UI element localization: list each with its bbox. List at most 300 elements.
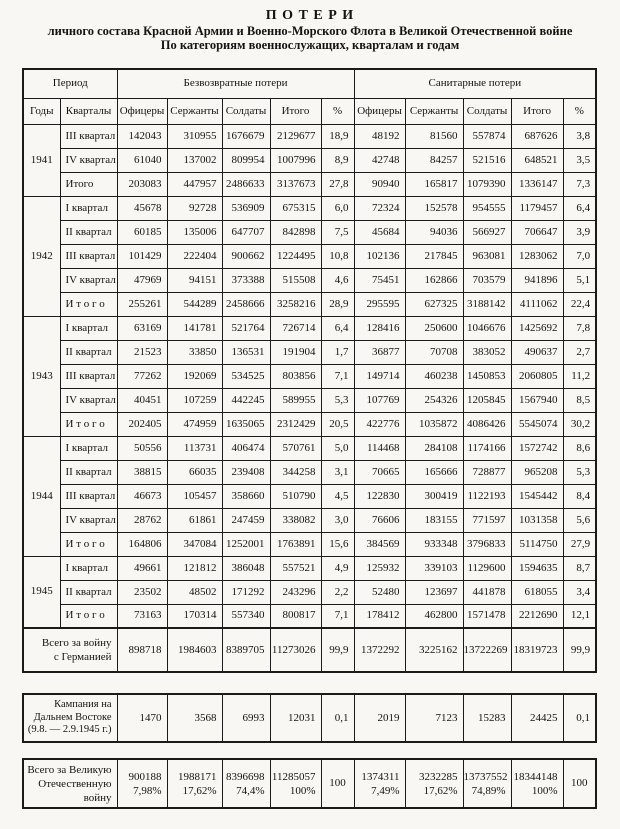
value-cell bbox=[222, 759, 270, 808]
value-cell: 1122193 bbox=[463, 484, 511, 508]
value-line-2: 17,62% bbox=[182, 784, 217, 797]
year-cell: 1942 bbox=[23, 196, 60, 316]
value-cell: 3,9 bbox=[563, 220, 596, 244]
quarter-cell: III квартал bbox=[60, 484, 117, 508]
value-cell bbox=[321, 759, 354, 808]
value-line-1: 8396698 bbox=[226, 770, 265, 783]
value-cell: 447957 bbox=[167, 172, 222, 196]
quarter-cell: I квартал bbox=[60, 196, 117, 220]
value-cell: 6,4 bbox=[321, 316, 354, 340]
quarter-cell: IV квартал bbox=[60, 508, 117, 532]
header-irr-col-3: Солдаты bbox=[222, 98, 270, 124]
main-header-row-2 bbox=[23, 98, 596, 124]
header-irr-col-2: Сержанты bbox=[167, 98, 222, 124]
value-cell: 0,1 bbox=[321, 694, 354, 742]
value-cell: 114468 bbox=[354, 436, 405, 460]
value-line-2: 7,98% bbox=[133, 784, 162, 797]
value-cell: 8,9 bbox=[321, 148, 354, 172]
quarter-cell: II квартал bbox=[60, 340, 117, 364]
table-row bbox=[23, 556, 596, 580]
value-cell: 1567940 bbox=[511, 388, 563, 412]
value-cell: 0,1 bbox=[563, 694, 596, 742]
value-cell: 536909 bbox=[222, 196, 270, 220]
value-cell: 1635065 bbox=[222, 412, 270, 436]
value-cell: 726714 bbox=[270, 316, 321, 340]
value-cell: 12031 bbox=[270, 694, 321, 742]
year-cell: 1941 bbox=[23, 124, 60, 196]
quarter-cell: I квартал bbox=[60, 436, 117, 460]
value-cell: 2,2 bbox=[321, 580, 354, 604]
value-cell: 27,9 bbox=[563, 532, 596, 556]
header-irr-col-1: Офицеры bbox=[117, 98, 167, 124]
value-line-2: 74,89% bbox=[471, 784, 506, 797]
year-cell: 1944 bbox=[23, 436, 60, 556]
value-cell: 300419 bbox=[405, 484, 463, 508]
value-cell: 45678 bbox=[117, 196, 167, 220]
value-cell: 137002 bbox=[167, 148, 222, 172]
quarter-cell: Итого bbox=[60, 172, 117, 196]
header-period: Период bbox=[23, 69, 117, 98]
value-cell: 675315 bbox=[270, 196, 321, 220]
value-cell: 222404 bbox=[167, 244, 222, 268]
value-cell: 534525 bbox=[222, 364, 270, 388]
value-cell: 3,5 bbox=[563, 148, 596, 172]
value-cell: 941896 bbox=[511, 268, 563, 292]
value-cell: 5,0 bbox=[321, 436, 354, 460]
value-cell: 462800 bbox=[405, 604, 463, 628]
value-cell: 22,4 bbox=[563, 292, 596, 316]
value-cell: 1,7 bbox=[321, 340, 354, 364]
value-cell bbox=[463, 759, 511, 808]
far-east-label-line-2: Дальнем Востоке bbox=[33, 711, 112, 723]
table-row bbox=[23, 364, 596, 388]
value-cell: 809954 bbox=[222, 148, 270, 172]
value-cell bbox=[167, 759, 222, 808]
value-cell: 191904 bbox=[270, 340, 321, 364]
value-cell: 570761 bbox=[270, 436, 321, 460]
value-line-2: 7,49% bbox=[371, 784, 400, 797]
quarter-cell: IV квартал bbox=[60, 388, 117, 412]
value-cell: 8389705 bbox=[222, 628, 270, 672]
value-cell: 141781 bbox=[167, 316, 222, 340]
value-cell: 122830 bbox=[354, 484, 405, 508]
value-cell: 386048 bbox=[222, 556, 270, 580]
value-cell: 1129600 bbox=[463, 556, 511, 580]
value-cell: 490637 bbox=[511, 340, 563, 364]
value-cell: 250600 bbox=[405, 316, 463, 340]
value-cell bbox=[405, 759, 463, 808]
value-cell: 75451 bbox=[354, 268, 405, 292]
value-cell: 165817 bbox=[405, 172, 463, 196]
value-cell: 965208 bbox=[511, 460, 563, 484]
value-cell bbox=[354, 759, 405, 808]
value-cell: 800817 bbox=[270, 604, 321, 628]
year-cell: 1943 bbox=[23, 316, 60, 436]
value-cell: 728877 bbox=[463, 460, 511, 484]
quarter-cell: II квартал bbox=[60, 460, 117, 484]
value-cell: 1470 bbox=[117, 694, 167, 742]
quarter-cell: III квартал bbox=[60, 124, 117, 148]
value-cell: 8,4 bbox=[563, 484, 596, 508]
quarter-cell: III квартал bbox=[60, 364, 117, 388]
value-cell: 70708 bbox=[405, 340, 463, 364]
value-cell: 202405 bbox=[117, 412, 167, 436]
value-cell: 36877 bbox=[354, 340, 405, 364]
value-line-1: 1988171 bbox=[178, 770, 217, 783]
value-cell: 1425692 bbox=[511, 316, 563, 340]
value-cell: 803856 bbox=[270, 364, 321, 388]
overall-tbody bbox=[23, 759, 596, 808]
value-cell: 618055 bbox=[511, 580, 563, 604]
value-cell: 358660 bbox=[222, 484, 270, 508]
value-cell: 3,8 bbox=[563, 124, 596, 148]
value-cell: 76606 bbox=[354, 508, 405, 532]
value-cell: 460238 bbox=[405, 364, 463, 388]
value-cell: 706647 bbox=[511, 220, 563, 244]
value-cell: 121812 bbox=[167, 556, 222, 580]
value-cell: 38815 bbox=[117, 460, 167, 484]
value-cell bbox=[563, 759, 596, 808]
quarter-cell: И т о г о bbox=[60, 604, 117, 628]
value-cell: 647707 bbox=[222, 220, 270, 244]
value-cell: 48192 bbox=[354, 124, 405, 148]
grand-total-label bbox=[23, 628, 117, 672]
table-row bbox=[23, 460, 596, 484]
header-san-col-4: Итого bbox=[511, 98, 563, 124]
table-row bbox=[23, 268, 596, 292]
title-block bbox=[0, 8, 620, 52]
value-cell: 6,4 bbox=[563, 196, 596, 220]
year-cell: 1945 bbox=[23, 556, 60, 628]
grand-total-row bbox=[23, 628, 596, 672]
value-cell: 18,9 bbox=[321, 124, 354, 148]
value-cell: 7,3 bbox=[563, 172, 596, 196]
table-row bbox=[23, 388, 596, 412]
value-cell: 284108 bbox=[405, 436, 463, 460]
value-cell: 73163 bbox=[117, 604, 167, 628]
value-cell: 49661 bbox=[117, 556, 167, 580]
quarter-cell: I квартал bbox=[60, 316, 117, 340]
value-cell: 687626 bbox=[511, 124, 563, 148]
value-cell: 84257 bbox=[405, 148, 463, 172]
value-cell: 5,1 bbox=[563, 268, 596, 292]
value-cell: 1571478 bbox=[463, 604, 511, 628]
value-cell: 30,2 bbox=[563, 412, 596, 436]
value-cell: 589955 bbox=[270, 388, 321, 412]
header-irrecoverable-losses: Безвозвратные потери bbox=[117, 69, 354, 98]
value-cell: 2212690 bbox=[511, 604, 563, 628]
overall-war-total-table bbox=[22, 758, 597, 809]
value-cell: 99,9 bbox=[321, 628, 354, 672]
value-cell: 2,7 bbox=[563, 340, 596, 364]
value-cell: 243296 bbox=[270, 580, 321, 604]
value-cell: 4111062 bbox=[511, 292, 563, 316]
header-years: Годы bbox=[23, 98, 60, 124]
far-east-label bbox=[23, 694, 117, 742]
value-cell: 898718 bbox=[117, 628, 167, 672]
value-cell: 113731 bbox=[167, 436, 222, 460]
value-cell: 217845 bbox=[405, 244, 463, 268]
value-cell: 1179457 bbox=[511, 196, 563, 220]
value-line-1: 11285057 bbox=[271, 770, 316, 783]
value-cell: 77262 bbox=[117, 364, 167, 388]
value-cell: 165666 bbox=[405, 460, 463, 484]
value-cell: 135006 bbox=[167, 220, 222, 244]
overall-label-line-2: Отечественную bbox=[38, 777, 112, 790]
value-cell: 81560 bbox=[405, 124, 463, 148]
value-cell: 422776 bbox=[354, 412, 405, 436]
header-irr-col-4: Итого bbox=[270, 98, 321, 124]
value-cell: 50556 bbox=[117, 436, 167, 460]
value-cell: 3258216 bbox=[270, 292, 321, 316]
value-cell: 10,8 bbox=[321, 244, 354, 268]
value-cell: 183155 bbox=[405, 508, 463, 532]
value-cell: 1283062 bbox=[511, 244, 563, 268]
header-san-col-5: % bbox=[563, 98, 596, 124]
value-cell: 101429 bbox=[117, 244, 167, 268]
value-cell: 23502 bbox=[117, 580, 167, 604]
table-row bbox=[23, 292, 596, 316]
value-cell: 7,8 bbox=[563, 316, 596, 340]
value-line-1: 13737552 bbox=[463, 770, 508, 783]
value-cell: 1174166 bbox=[463, 436, 511, 460]
value-cell: 142043 bbox=[117, 124, 167, 148]
value-cell: 344258 bbox=[270, 460, 321, 484]
table-row bbox=[23, 340, 596, 364]
value-cell: 99,9 bbox=[563, 628, 596, 672]
losses-main-table bbox=[22, 68, 597, 673]
table-row bbox=[23, 580, 596, 604]
value-cell: 1031358 bbox=[511, 508, 563, 532]
value-cell: 2312429 bbox=[270, 412, 321, 436]
value-cell: 92728 bbox=[167, 196, 222, 220]
quarter-cell: III квартал bbox=[60, 244, 117, 268]
value-cell: 70665 bbox=[354, 460, 405, 484]
document-title-text: П О Т Е Р И bbox=[265, 8, 355, 23]
value-cell: 136531 bbox=[222, 340, 270, 364]
value-cell: 373388 bbox=[222, 268, 270, 292]
value-cell: 3188142 bbox=[463, 292, 511, 316]
value-cell: 7,1 bbox=[321, 604, 354, 628]
table-row bbox=[23, 244, 596, 268]
value-cell: 42748 bbox=[354, 148, 405, 172]
document-subtitle-2: По категориям военнослужащих, кварталам и годам bbox=[160, 38, 460, 52]
value-cell: 339103 bbox=[405, 556, 463, 580]
header-san-col-1: Офицеры bbox=[354, 98, 405, 124]
value-cell: 963081 bbox=[463, 244, 511, 268]
value-cell: 7,5 bbox=[321, 220, 354, 244]
value-cell: 94151 bbox=[167, 268, 222, 292]
value-cell: 557874 bbox=[463, 124, 511, 148]
value-cell: 1079390 bbox=[463, 172, 511, 196]
value-cell: 105457 bbox=[167, 484, 222, 508]
value-cell: 347084 bbox=[167, 532, 222, 556]
value-cell: 3225162 bbox=[405, 628, 463, 672]
value-cell: 566927 bbox=[463, 220, 511, 244]
value-cell: 12,1 bbox=[563, 604, 596, 628]
value-cell: 310955 bbox=[167, 124, 222, 148]
value-cell: 72324 bbox=[354, 196, 405, 220]
table-row bbox=[23, 124, 596, 148]
value-cell: 544289 bbox=[167, 292, 222, 316]
value-cell: 4,5 bbox=[321, 484, 354, 508]
value-cell: 1336147 bbox=[511, 172, 563, 196]
value-cell: 255261 bbox=[117, 292, 167, 316]
overall-label-line-3: войну bbox=[83, 791, 112, 804]
value-cell: 933348 bbox=[405, 532, 463, 556]
overall-label-line-1: Всего за Великую bbox=[27, 763, 112, 776]
header-san-col-3: Солдаты bbox=[463, 98, 511, 124]
value-cell: 40451 bbox=[117, 388, 167, 412]
value-cell: 7,0 bbox=[563, 244, 596, 268]
value-cell: 21523 bbox=[117, 340, 167, 364]
header-sanitary-losses: Санитарные потери bbox=[354, 69, 596, 98]
value-cell: 954555 bbox=[463, 196, 511, 220]
value-cell: 27,8 bbox=[321, 172, 354, 196]
value-cell: 2458666 bbox=[222, 292, 270, 316]
value-cell: 2060805 bbox=[511, 364, 563, 388]
value-cell: 338082 bbox=[270, 508, 321, 532]
value-cell: 6,0 bbox=[321, 196, 354, 220]
value-cell: 703579 bbox=[463, 268, 511, 292]
value-cell: 28,9 bbox=[321, 292, 354, 316]
document-subtitle-1: личного состава Красной Армии и Военно-Морского Флота в Великой Отечественной войне bbox=[47, 24, 573, 38]
value-cell: 164806 bbox=[117, 532, 167, 556]
header-irr-col-5: % bbox=[321, 98, 354, 124]
value-cell: 4086426 bbox=[463, 412, 511, 436]
value-cell bbox=[270, 759, 321, 808]
value-cell: 295595 bbox=[354, 292, 405, 316]
far-east-label-line-1: Кампания на bbox=[54, 699, 112, 711]
table-row bbox=[23, 148, 596, 172]
value-cell: 203083 bbox=[117, 172, 167, 196]
value-cell: 5,3 bbox=[321, 388, 354, 412]
value-cell: 45684 bbox=[354, 220, 405, 244]
value-cell: 1007996 bbox=[270, 148, 321, 172]
main-header-row-1 bbox=[23, 69, 596, 98]
grand-total-label-line-1: Всего за войну bbox=[41, 637, 112, 649]
value-cell: 128416 bbox=[354, 316, 405, 340]
value-cell: 15,6 bbox=[321, 532, 354, 556]
value-cell: 46673 bbox=[117, 484, 167, 508]
value-line-1: 1374311 bbox=[361, 770, 400, 783]
value-cell: 123697 bbox=[405, 580, 463, 604]
value-cell: 1450853 bbox=[463, 364, 511, 388]
value-cell: 3137673 bbox=[270, 172, 321, 196]
table-row bbox=[23, 220, 596, 244]
value-cell: 47969 bbox=[117, 268, 167, 292]
value-cell: 384569 bbox=[354, 532, 405, 556]
value-cell: 162866 bbox=[405, 268, 463, 292]
value-cell: 239408 bbox=[222, 460, 270, 484]
value-cell: 2019 bbox=[354, 694, 405, 742]
value-cell: 5114750 bbox=[511, 532, 563, 556]
value-cell: 3,4 bbox=[563, 580, 596, 604]
value-cell: 149714 bbox=[354, 364, 405, 388]
value-line-1: 3232285 bbox=[419, 770, 458, 783]
value-cell: 557340 bbox=[222, 604, 270, 628]
value-cell: 442245 bbox=[222, 388, 270, 412]
value-cell: 61040 bbox=[117, 148, 167, 172]
value-cell: 63169 bbox=[117, 316, 167, 340]
value-cell: 192069 bbox=[167, 364, 222, 388]
value-cell: 13722269 bbox=[463, 628, 511, 672]
value-cell bbox=[117, 759, 167, 808]
value-cell: 771597 bbox=[463, 508, 511, 532]
value-cell: 8,5 bbox=[563, 388, 596, 412]
grand-total-label-line-2: с Германией bbox=[53, 651, 112, 663]
value-cell: 60185 bbox=[117, 220, 167, 244]
overall-label bbox=[23, 759, 117, 808]
value-cell: 2486633 bbox=[222, 172, 270, 196]
value-cell: 254326 bbox=[405, 388, 463, 412]
value-cell: 247459 bbox=[222, 508, 270, 532]
document-title bbox=[0, 8, 620, 24]
value-cell: 107259 bbox=[167, 388, 222, 412]
value-cell: 7,1 bbox=[321, 364, 354, 388]
value-line-2: 74,4% bbox=[236, 784, 265, 797]
value-cell: 24425 bbox=[511, 694, 563, 742]
value-cell: 125932 bbox=[354, 556, 405, 580]
value-line-2: 100% bbox=[289, 784, 316, 797]
value-cell: 1763891 bbox=[270, 532, 321, 556]
quarter-cell: И т о г о bbox=[60, 412, 117, 436]
value-cell: 1984603 bbox=[167, 628, 222, 672]
value-cell: 842898 bbox=[270, 220, 321, 244]
value-cell: 474959 bbox=[167, 412, 222, 436]
quarter-cell: II квартал bbox=[60, 580, 117, 604]
value-cell: 107769 bbox=[354, 388, 405, 412]
value-cell: 3,1 bbox=[321, 460, 354, 484]
value-cell: 557521 bbox=[270, 556, 321, 580]
value-cell: 3796833 bbox=[463, 532, 511, 556]
value-cell: 52480 bbox=[354, 580, 405, 604]
value-cell: 648521 bbox=[511, 148, 563, 172]
value-cell: 521516 bbox=[463, 148, 511, 172]
value-cell: 441878 bbox=[463, 580, 511, 604]
table-row bbox=[23, 196, 596, 220]
value-cell: 1252001 bbox=[222, 532, 270, 556]
value-cell: 2129677 bbox=[270, 124, 321, 148]
value-cell: 5,3 bbox=[563, 460, 596, 484]
far-east-label-line-3: (9.8. — 2.9.1945 г.) bbox=[27, 724, 112, 736]
value-cell: 900662 bbox=[222, 244, 270, 268]
value-cell: 5545074 bbox=[511, 412, 563, 436]
quarter-cell: И т о г о bbox=[60, 292, 117, 316]
value-cell: 627325 bbox=[405, 292, 463, 316]
far-east-row bbox=[23, 694, 596, 742]
header-quarters: Кварталы bbox=[60, 98, 117, 124]
value-cell: 102136 bbox=[354, 244, 405, 268]
table-row bbox=[23, 436, 596, 460]
table-row bbox=[23, 484, 596, 508]
value-cell: 510790 bbox=[270, 484, 321, 508]
value-cell: 1572742 bbox=[511, 436, 563, 460]
value-cell: 33850 bbox=[167, 340, 222, 364]
value-cell: 4,9 bbox=[321, 556, 354, 580]
value-cell: 1545442 bbox=[511, 484, 563, 508]
quarter-cell: И т о г о bbox=[60, 532, 117, 556]
table-row bbox=[23, 604, 596, 628]
value-cell: 171292 bbox=[222, 580, 270, 604]
value-cell: 6993 bbox=[222, 694, 270, 742]
value-cell: 3,0 bbox=[321, 508, 354, 532]
fareast-tbody bbox=[23, 694, 596, 742]
table-row bbox=[23, 172, 596, 196]
value-cell: 8,7 bbox=[563, 556, 596, 580]
value-cell: 383052 bbox=[463, 340, 511, 364]
value-cell: 3568 bbox=[167, 694, 222, 742]
